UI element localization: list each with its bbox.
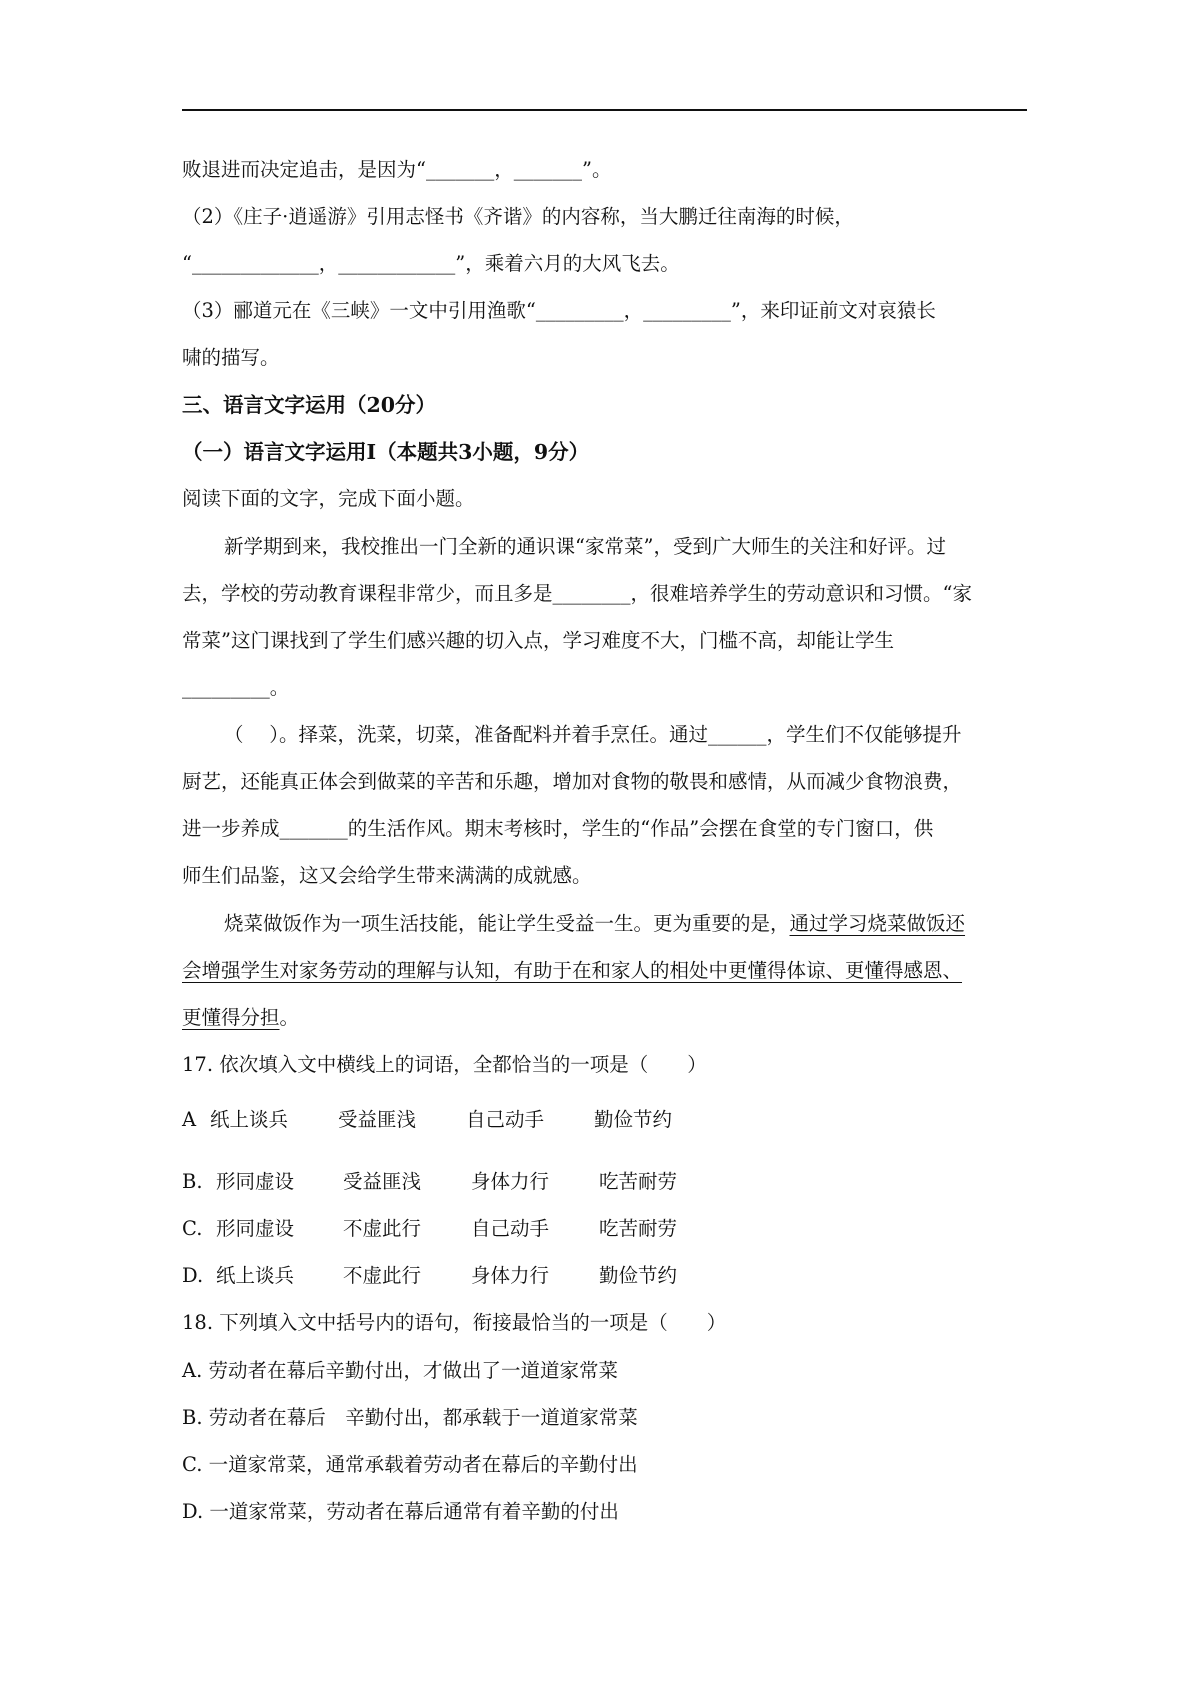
- option-word: 形同虚设: [216, 1170, 295, 1193]
- option-word: 身体力行: [471, 1264, 550, 1287]
- option-word: 自己动手: [471, 1217, 550, 1240]
- passage-p1-line3: 常菜”这门课找到了学生们感兴趣的切入点，学习难度不大，门槛不高，却能让学生: [182, 629, 894, 652]
- passage-p2-line3: 进一步养成_______的生活作风。期末考核时，学生的“作品”会摆在食堂的专门窗口，供: [182, 817, 934, 840]
- option-word: 身体力行: [471, 1170, 550, 1193]
- option-letter: C.: [182, 1217, 203, 1240]
- option-letter: A: [182, 1108, 197, 1131]
- q18-option-d[interactable]: D. 一道家常菜，劳动者在幕后通常有着辛勤的付出: [182, 1500, 619, 1523]
- sub-section-heading: （一）语言文字运用Ⅰ（本题共3小题，9分）: [182, 440, 590, 464]
- option-word: 吃苦耐劳: [599, 1217, 678, 1240]
- fill-in-item-2: （2）《庄子·逍遥游》引用志怪书《齐谐》的内容称，当大鹏迁往南海的时候，: [182, 205, 854, 228]
- option-word: 自己动手: [466, 1108, 545, 1131]
- option-word: 形同虚设: [216, 1217, 295, 1240]
- passage-p3-underlined-end: 更懂得分担: [182, 1006, 280, 1029]
- option-word: 不虚此行: [343, 1217, 422, 1240]
- header-rule: [182, 109, 1027, 111]
- q17-stem: 17. 依次填入文中横线上的词语，全都恰当的一项是（ ）: [182, 1053, 707, 1076]
- q18-option-c[interactable]: C. 一道家常菜，通常承载着劳动者在幕后的辛勤付出: [182, 1453, 638, 1476]
- option-word: 纸上谈兵: [210, 1108, 289, 1131]
- passage-p2-line1: （ ）。择菜，洗菜，切菜，准备配料并着手烹任。通过______，学生们不仅能够提升: [224, 723, 962, 746]
- passage-p1-line1: 新学期到来，我校推出一门全新的通识课“家常菜”，受到广大师生的关注和好评。过: [224, 535, 946, 558]
- option-word: 不虚此行: [343, 1264, 422, 1287]
- passage-p3-line3: [182, 1004, 299, 1032]
- passage-p2-line4: 师生们品鉴，这又会给学生带来满满的成就感。: [182, 864, 592, 887]
- option-word: 受益匪浅: [338, 1108, 417, 1131]
- option-word: 纸上谈兵: [216, 1264, 295, 1287]
- passage-p1-line2: 去，学校的劳动教育课程非常少，而且多是________，很难培养学生的劳动意识和习惯。“家: [182, 582, 972, 605]
- option-letter: B.: [182, 1170, 203, 1193]
- option-word: 吃苦耐劳: [599, 1170, 678, 1193]
- passage-p3-period: 。: [279, 1006, 300, 1029]
- option-letter: D.: [182, 1264, 204, 1287]
- option-word: 勤俭节约: [594, 1108, 673, 1131]
- option-word: 受益匪浅: [343, 1170, 422, 1193]
- fill-in-item-3: （3）郦道元在《三峡》一文中引用渔歌“_________，_________”，来印证前文对哀猿长: [182, 299, 936, 322]
- passage-p3-plain: 烧菜做饭作为一项生活技能，能让学生受益一生。更为重要的是，: [224, 912, 790, 935]
- passage-p3-line2: [182, 957, 962, 985]
- passage-p1-line4: _________。: [182, 676, 290, 699]
- fill-in-item-3-cont: 啸的描写。: [182, 346, 280, 369]
- passage-p3-underlined-start: 通过学习烧菜做饭还: [789, 912, 966, 935]
- passage-p2-line2: 厨艺，还能真正体会到做菜的辛苦和乐趣，增加对食物的敬畏和感情，从而减少食物浪费，: [182, 770, 963, 793]
- passage-p3-underlined-mid: 会增强学生对家务劳动的理解与认知，有助于在和家人的相处中更懂得体谅、更懂得感恩、: [182, 959, 963, 982]
- passage-p3-line1: [224, 910, 965, 938]
- reading-instruction: 阅读下面的文字，完成下面小题。: [182, 487, 475, 510]
- q18-stem: 18. 下列填入文中括号内的语句，衔接最恰当的一项是（ ）: [182, 1311, 727, 1334]
- q18-option-b[interactable]: B. 劳动者在幕后 辛勤付出，都承载于一道道家常菜: [182, 1406, 638, 1429]
- option-word: 勤俭节约: [599, 1264, 678, 1287]
- q18-option-a[interactable]: A. 劳动者在幕后辛勤付出，才做出了一道道家常菜: [182, 1359, 618, 1382]
- fill-in-item-2-cont: “_____________，____________”，乘着六月的大风飞去。: [182, 252, 680, 275]
- section-heading: 三、语言文字运用（20分）: [182, 393, 437, 417]
- fill-in-line: 败退进而决定追击，是因为“_______，_______”。: [182, 158, 612, 181]
